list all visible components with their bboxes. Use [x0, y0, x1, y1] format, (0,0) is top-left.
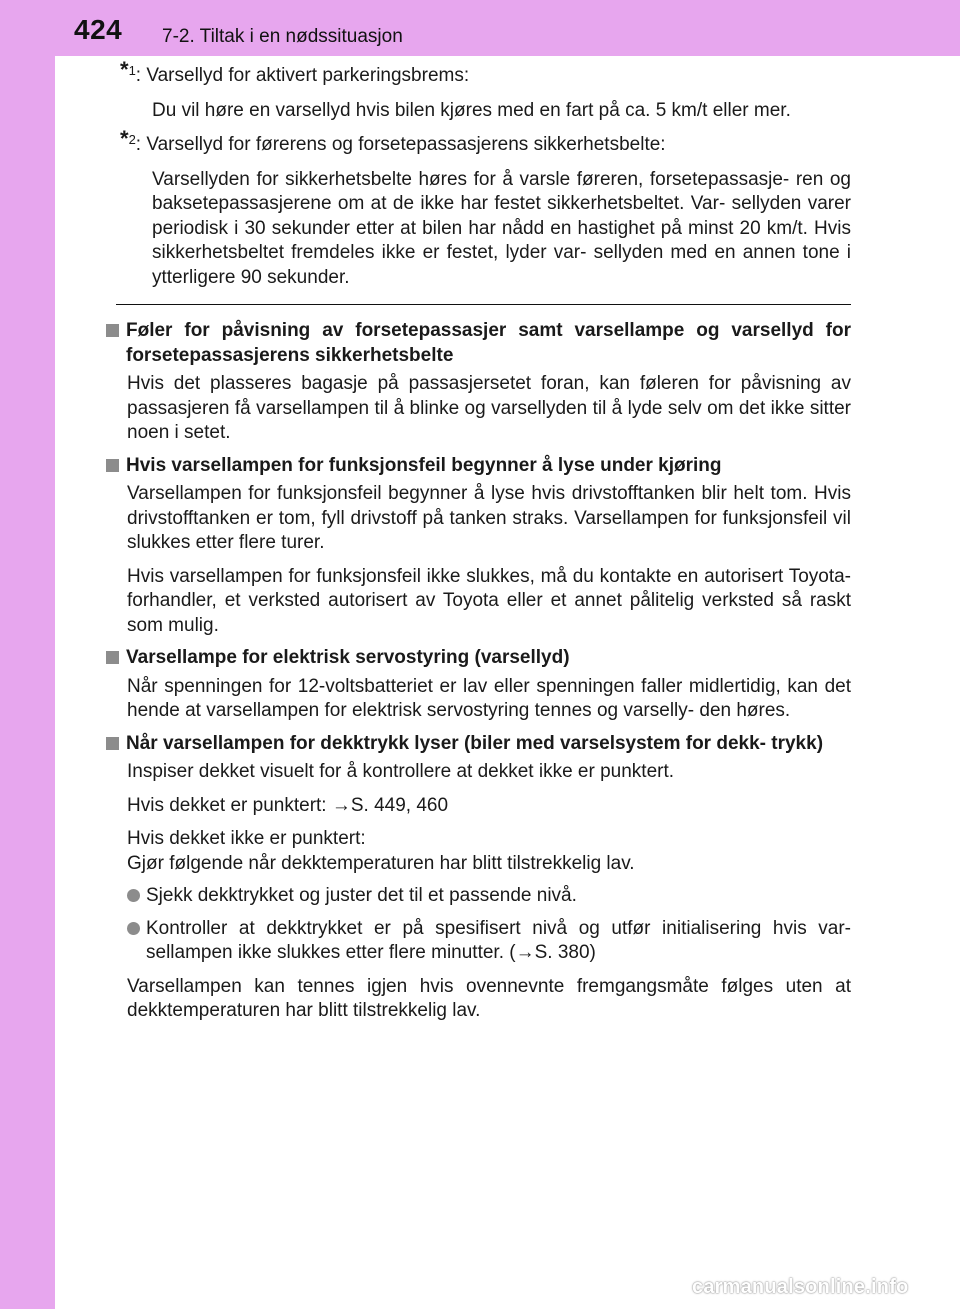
- round-bullet-icon: [127, 889, 140, 902]
- square-bullet-icon: [106, 737, 119, 750]
- footnote-heading-text: : Varsellyd for aktivert parkeringsbrems:: [135, 65, 470, 86]
- list-item-text: Sjekk dekktrykket og juster det til et passende nivå.: [146, 885, 577, 906]
- section-heading: [106, 732, 851, 757]
- footnote-body: Varsellyden for sikkerhetsbelte høres for å varsle føreren, forsetepassasje- ren og baksetepassasjerene om at de ikke har festet sikkerhetsbeltet. Var- sellyden varer periodisk i 30 sekunder etter at bilen har nådd en hastighet på minst 20 km/t. Hvis sikkerhetsbeltet fremdeles ikke er festet, lyder var- sellyden med en annen tone i ytterligere 90 sekunder.: [152, 168, 851, 288]
- paragraph: Hvis det plasseres bagasje på passasjersetet foran, kan føleren for påvisning av passasjeren få varsellampen til å blinke og varsellyden til å lyde selv om det ikke sitter noen i setet.: [127, 373, 851, 443]
- paragraph: Varsellampen for funksjonsfeil begynner å lyse hvis drivstofftanken blir helt tom. Hvis drivstofftanken er tom, fyll drivstoff på tanken straks. Varsellampen for funksjonsfeil vil slukkes etter flere turer.: [127, 483, 851, 553]
- paragraph-line: Hvis dekket ikke er punktert:: [127, 828, 366, 849]
- list-item-text: Kontroller at dekktrykket er på spesifisert nivå og utfør initialisering hvis var- sellampen ikke slukkes etter flere minutter. (→S. 380): [146, 917, 851, 963]
- footnote-marker: *: [120, 57, 129, 82]
- footnote-1: [106, 57, 851, 123]
- footnote-index: 1: [128, 63, 136, 78]
- header-band: [0, 0, 960, 56]
- section-heading: [106, 319, 851, 368]
- list-item: [127, 917, 851, 966]
- paragraph-line: Gjør følgende når dekktemperaturen har blitt tilstrekkelig lav.: [127, 852, 635, 874]
- footnote-2: [106, 126, 851, 290]
- footnote-heading-text: : Varsellyd for førerens og forsetepassasjerens sikkerhetsbelte:: [135, 134, 666, 155]
- section-passenger-sensor: [106, 319, 851, 446]
- section-heading: [106, 454, 851, 479]
- watermark: carmanualsonline.info: [692, 1276, 909, 1298]
- footnote-body: Du vil høre en varsellyd hvis bilen kjøres med en fart på ca. 5 km/t eller mer.: [152, 99, 791, 121]
- footnote-heading: [106, 57, 851, 89]
- section-heading-text: Føler for påvisning av forsetepassasjer samt varsellampe og varsellyd for forsetepassasjerens sikkerhetsbelte: [126, 320, 851, 366]
- paragraph: Varsellampen kan tennes igjen hvis ovennevnte fremgangsmåte følges uten at dekktemperaturen har blitt tilstrekkelig lav.: [127, 975, 851, 1021]
- footnote-index: 2: [128, 132, 136, 147]
- page-reference-paragraph: Hvis dekket er punktert: →S. 449, 460: [127, 794, 449, 816]
- section-malfunction-lamp: [106, 454, 851, 639]
- square-bullet-icon: [106, 324, 119, 337]
- page-content: [106, 57, 851, 1032]
- square-bullet-icon: [106, 459, 119, 472]
- paragraph: Når spenningen for 12-voltsbatteriet er lav eller spenningen faller midlertidig, kan det hende at varsellampen for elektrisk servostyring tennes og varselly- den høres.: [127, 675, 851, 721]
- section-divider: [116, 304, 851, 305]
- section-heading: [106, 646, 851, 671]
- page-number: 424: [74, 14, 123, 45]
- square-bullet-icon: [106, 651, 119, 664]
- side-margin-band: [0, 0, 55, 1309]
- chapter-title: 7-2. Tiltak i en nødssituasjon: [162, 26, 403, 47]
- list-item: [127, 884, 851, 909]
- paragraph: [127, 827, 851, 876]
- round-bullet-icon: [127, 922, 140, 935]
- section-heading-text: Varsellampe for elektrisk servostyring (varsellyd): [126, 647, 570, 668]
- footnote-marker: *: [120, 126, 129, 151]
- section-heading-text: Når varsellampen for dekktrykk lyser (biler med varselsystem for dekk- trykk): [126, 732, 824, 754]
- paragraph: Hvis varsellampen for funksjonsfeil ikke slukkes, må du kontakte en autorisert Toyota-forhandler, et verksted autorisert av Toyota eller et annet pålitelig verksted så raskt som mulig.: [127, 565, 851, 636]
- footnote-heading: [106, 126, 851, 158]
- section-tire-pressure: [106, 732, 851, 1024]
- section-power-steering: [106, 646, 851, 724]
- section-heading-text: Hvis varsellampen for funksjonsfeil begynner å lyse under kjøring: [126, 454, 722, 476]
- paragraph: Inspiser dekket visuelt for å kontrollere at dekket ikke er punktert.: [127, 761, 675, 782]
